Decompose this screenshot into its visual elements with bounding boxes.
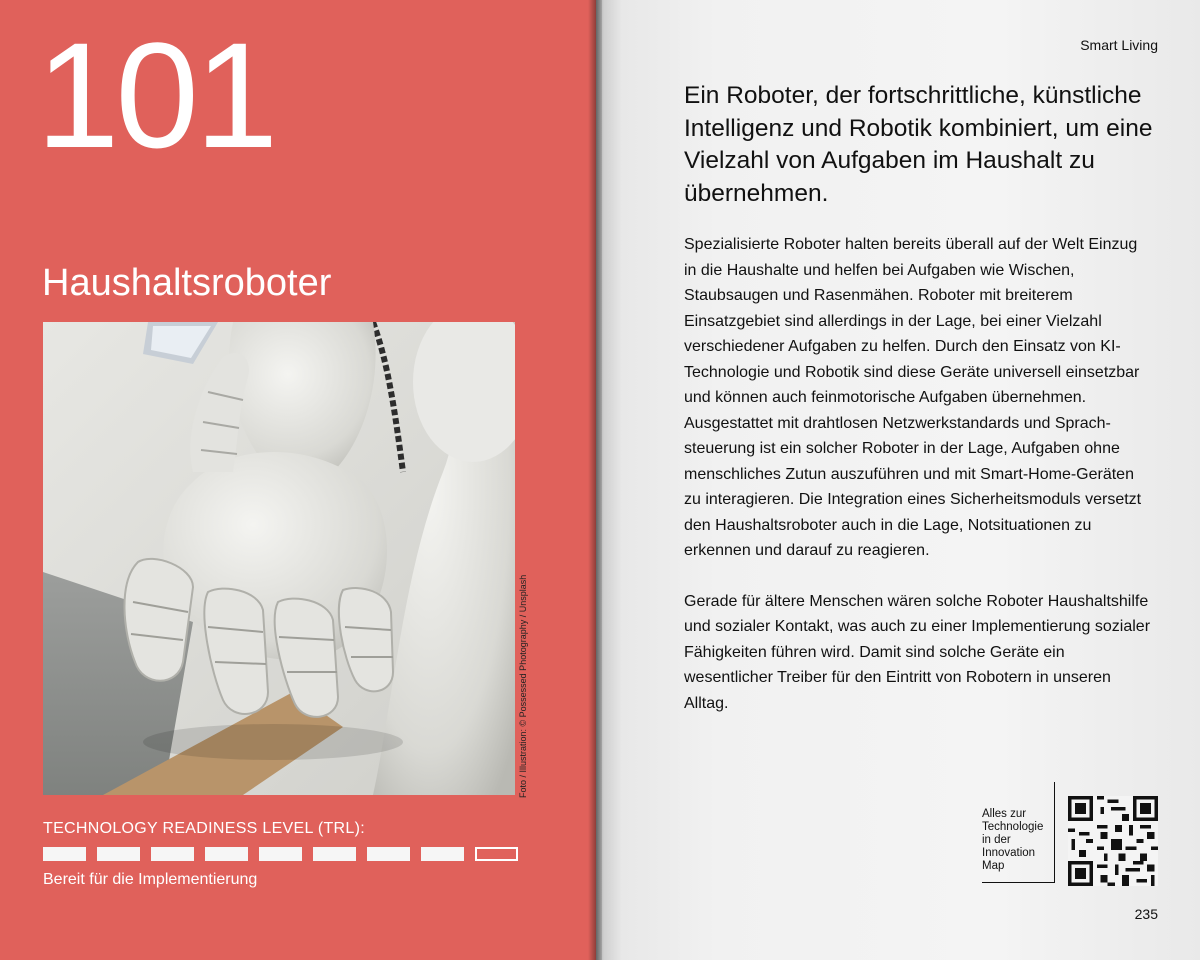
technology-title: Haushaltsroboter — [42, 262, 332, 304]
trl-progress-bar — [43, 847, 518, 861]
right-page — [596, 0, 1200, 960]
body-paragraph-2: Gerade für ältere Menschen wären solche Roboter Haushaltshilfe und sozialer Kontakt, was auch zu einer Implementierung sozialer Fähigkeiten führen wird. Damit sind solche Geräte ein wesentlicher Treiber für den Eintritt von Robotern in unseren Alltag. — [684, 592, 1151, 712]
trl-segment — [259, 847, 302, 861]
lead-paragraph: Ein Roboter, der fortschrittliche, künstliche Intelligenz und Robotik kombiniert, um eine Vielzahl von Aufgaben im Haushalt zu übernehmen. — [684, 82, 1153, 207]
trl-segment — [367, 847, 410, 861]
trl-segment — [43, 847, 86, 861]
qr-code-icon[interactable] — [1068, 796, 1158, 886]
trl-label: TECHNOLOGY READINESS LEVEL (TRL): — [43, 820, 365, 837]
qr-label: Alles zur Technologie in der Innovation Map — [982, 808, 1044, 872]
photo-credit: Foto / Illustration: © Possessed Photography / Unsplash — [518, 574, 528, 798]
technology-number: 101 — [36, 11, 275, 179]
trl-segment — [151, 847, 194, 861]
page-number: 235 — [1134, 906, 1158, 922]
left-page — [0, 0, 596, 960]
trl-segment — [205, 847, 248, 861]
body-paragraph-1: Spezialisierte Roboter halten bereits überall auf der Welt Einzug in die Haushalte und helfen bei Aufgaben wie Wischen, Staubsaugen und Rasenmähen. Roboter mit breiterem Einsatzgebiet sind allerdings in der Lage, bei einer Vielzahl verschiedener Aufgaben zu helfen. Durch den Einsatz von KI-Technologie und Robotik sind diese Geräte universell einsetzbar und können auch feinmotorische Aufgaben übernehmen. Ausgestattet mit drahtlosen Netzwerkstandards und Sprach-steuerung ist ein solcher Roboter in der Lage, Aufgaben ohne menschliches Zutun auszuführen und mit Smart-Home-Geräten zu interagieren. Die Integration eines Sicherheitsmoduls versetzt den Haushaltsroboter auch in die Lage, Notsituationen zu erkennen und darauf zu reagieren. — [684, 236, 1142, 559]
trl-segment — [97, 847, 140, 861]
trl-segment — [421, 847, 464, 861]
trl-segment — [313, 847, 356, 861]
body-text — [684, 232, 1154, 741]
robot-hand-photo — [43, 322, 515, 795]
robot-hand-illustration — [43, 322, 515, 795]
trl-status: Bereit für die Implementierung — [43, 871, 258, 888]
trl-segment — [475, 847, 518, 861]
section-tag: Smart Living — [1080, 37, 1158, 53]
book-gutter — [588, 0, 602, 960]
